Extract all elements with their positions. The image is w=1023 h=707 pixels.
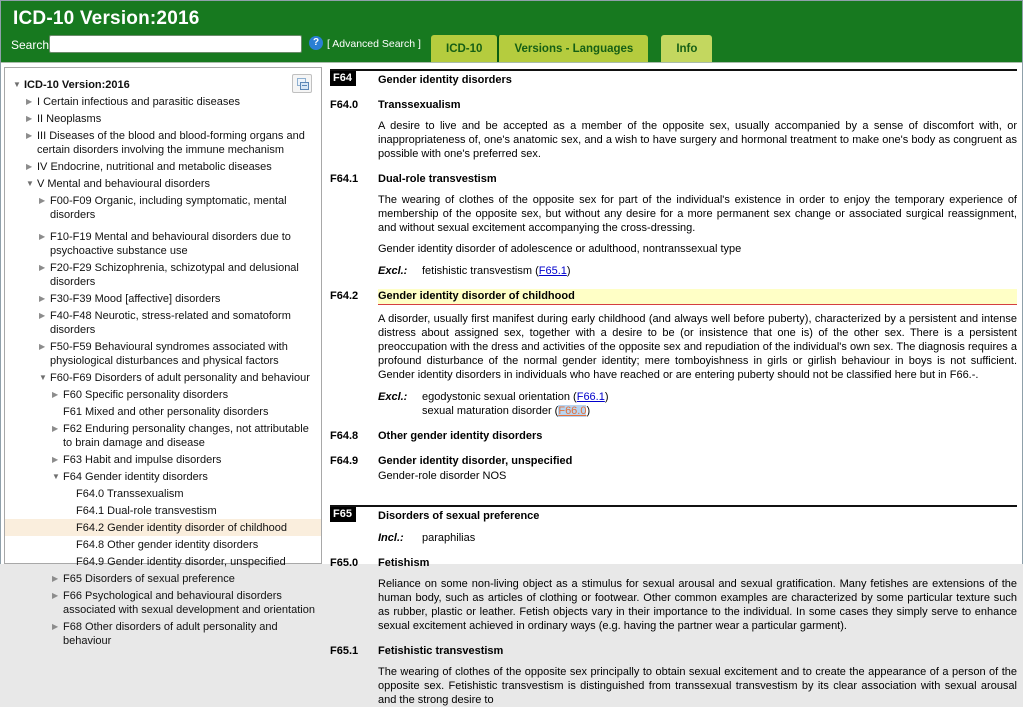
spacer bbox=[330, 523, 368, 545]
chevron-right-icon[interactable]: ▶ bbox=[26, 161, 33, 171]
tree-item[interactable] bbox=[5, 290, 321, 307]
category-incl-body bbox=[368, 523, 1017, 545]
note-label: Incl.: bbox=[378, 532, 404, 544]
tree-item[interactable] bbox=[5, 536, 321, 553]
entry-paragraph: The wearing of clothes of the opposite sex principally to obtain sexual excitement and to create the appearance of a person of the opposite sex. Fetishistic transvestism is distinguished from transsexual transvestism by its clear association with sexual arousal and the strong desire to bbox=[378, 666, 1017, 706]
tree-item-label: F64 Gender identity disorders bbox=[63, 470, 208, 483]
chevron-right-icon[interactable]: ▶ bbox=[39, 195, 46, 205]
entry-block bbox=[330, 98, 1017, 161]
page-title: ICD-10 Version:2016 bbox=[13, 8, 200, 29]
tree-item[interactable] bbox=[5, 228, 321, 259]
tree-item[interactable] bbox=[5, 192, 321, 223]
note-label: Excl.: bbox=[378, 265, 408, 277]
header bbox=[1, 1, 1022, 63]
exclusion-note bbox=[378, 531, 1017, 545]
copy-icon[interactable] bbox=[292, 74, 312, 93]
entry-block bbox=[330, 289, 1017, 418]
entry-paragraph: A desire to live and be accepted as a member of the opposite sex, usually accompanied by a sense of discomfort with, or inappropriateness of, one's anatomic sex, and a wish to have surgery and hormonal treatment to make one's body as congruent as possible with one's preferred sex. bbox=[378, 120, 1017, 160]
chevron-right-icon[interactable]: ▶ bbox=[26, 130, 33, 140]
chevron-down-icon[interactable]: ▼ bbox=[26, 178, 34, 188]
tree-item-label: I Certain infectious and parasitic diseases bbox=[37, 95, 240, 108]
note-suffix: ) bbox=[604, 391, 609, 403]
entry-code: F64.1 bbox=[330, 173, 359, 185]
tree-item-label: F10-F19 Mental and behavioural disorders due to psychoactive substance use bbox=[50, 230, 291, 257]
tree-item-label: F30-F39 Mood [affective] disorders bbox=[50, 292, 221, 305]
search-input[interactable] bbox=[49, 35, 302, 53]
tree-item[interactable] bbox=[5, 127, 321, 158]
entry-title-highlighted: Gender identity disorder of childhood bbox=[378, 289, 1017, 305]
tab-bar bbox=[431, 35, 712, 62]
tree-item[interactable] bbox=[5, 485, 321, 502]
help-icon[interactable]: ? bbox=[309, 36, 323, 50]
entry-code: F64.8 bbox=[330, 430, 359, 442]
note-label: Excl.: bbox=[378, 391, 408, 403]
tree-item-label: F64.0 Transsexualism bbox=[76, 487, 184, 500]
chevron-right-icon[interactable]: ▶ bbox=[39, 231, 46, 241]
entry-title: Transsexualism bbox=[378, 99, 461, 111]
tree-item-label: F64.1 Dual-role transvestism bbox=[76, 504, 217, 517]
tree-item[interactable] bbox=[5, 502, 321, 519]
tree-item[interactable] bbox=[5, 259, 321, 290]
entry-plain-line: Gender-role disorder NOS bbox=[378, 470, 507, 482]
note-label bbox=[378, 404, 422, 418]
tree-item-label: III Diseases of the blood and blood-forming organs and certain disorders involving the immune mechanism bbox=[37, 129, 305, 156]
icd10-tree bbox=[5, 76, 321, 649]
entry-paragraph: Reliance on some non-living object as a stimulus for sexual arousal and sexual gratification. Many fetishes are extensions of the human body, such as articles of clothing or footwear. Other common examples are characterized by some particular texture such as rubber, plastic or leather. Fetish objects vary in their importance to the individual. In some cases they simply serve to enhance sexual excitement achieved in ordinary ways (e.g. having the partner wear a particular garment). bbox=[378, 578, 1017, 632]
content-pane bbox=[330, 67, 1017, 706]
category-code-badge[interactable]: F64 bbox=[330, 71, 356, 86]
note-text: paraphilias bbox=[422, 532, 476, 544]
tree-item[interactable] bbox=[5, 468, 321, 485]
entry-title: Gender identity disorder, unspecified bbox=[378, 455, 573, 467]
entry-title: Other gender identity disorders bbox=[378, 430, 543, 442]
category-title: Disorders of sexual preference bbox=[378, 510, 540, 522]
chevron-right-icon[interactable]: ▶ bbox=[52, 573, 59, 583]
tree-item-label: F64.9 Gender identity disorder, unspecified bbox=[76, 555, 286, 568]
tree-item[interactable] bbox=[5, 338, 321, 369]
category-code bbox=[330, 507, 368, 523]
entry-body bbox=[368, 429, 1017, 443]
note-text: sexual maturation disorder ( bbox=[422, 405, 559, 417]
chevron-down-icon[interactable]: ▼ bbox=[13, 79, 21, 89]
chevron-down-icon[interactable]: ▼ bbox=[52, 471, 60, 481]
category-code-badge[interactable]: F65 bbox=[330, 507, 356, 522]
note-text: fetishistic transvestism ( bbox=[422, 265, 539, 277]
entry-paragraph: Gender identity disorder of adolescence or adulthood, nontranssexual type bbox=[378, 243, 742, 255]
note-suffix: ) bbox=[586, 405, 591, 417]
entry-block bbox=[330, 644, 1017, 707]
tree-item-label: F40-F48 Neurotic, stress-related and somatoform disorders bbox=[50, 309, 291, 336]
tree-item[interactable] bbox=[5, 519, 321, 536]
chevron-right-icon[interactable]: ▶ bbox=[52, 621, 59, 631]
entry-block bbox=[330, 172, 1017, 278]
category-code bbox=[330, 71, 368, 87]
tree-item[interactable] bbox=[5, 403, 321, 420]
category-title: Gender identity disorders bbox=[378, 74, 512, 86]
entry-code: F64.9 bbox=[330, 455, 359, 467]
tree-item-label: II Neoplasms bbox=[37, 112, 102, 125]
entry-body bbox=[368, 98, 1017, 161]
category-block bbox=[330, 69, 1017, 87]
tree-item[interactable] bbox=[5, 553, 321, 570]
entry-code: F65.1 bbox=[330, 645, 359, 657]
chevron-right-icon[interactable]: ▶ bbox=[52, 389, 59, 399]
tree-item-label: F62 Enduring personality changes, not attributable to brain damage and disease bbox=[63, 422, 309, 449]
chevron-right-icon[interactable]: ▶ bbox=[39, 341, 46, 351]
exclusion-note bbox=[378, 390, 1017, 418]
tree-item[interactable] bbox=[5, 386, 321, 403]
code-link-F66.0[interactable]: F66.0 bbox=[558, 405, 587, 417]
entry-code: F64.0 bbox=[330, 99, 359, 111]
tree-item-label: F20-F29 Schizophrenia, schizotypal and delusional disorders bbox=[50, 261, 299, 288]
sidebar-tree-pane bbox=[4, 67, 322, 647]
entry-body bbox=[368, 172, 1017, 278]
tab-versions-languages[interactable]: Versions - Languages bbox=[497, 35, 648, 62]
tab-info[interactable]: Info bbox=[661, 35, 712, 62]
category-incl-row bbox=[330, 523, 1017, 545]
entry-block bbox=[330, 429, 1017, 443]
tree-item-label: F60-F69 Disorders of adult personality and behaviour bbox=[50, 371, 310, 384]
tree-item[interactable] bbox=[5, 158, 321, 175]
tree-item-label: V Mental and behavioural disorders bbox=[37, 177, 211, 190]
chevron-right-icon[interactable]: ▶ bbox=[52, 454, 59, 464]
entry-body bbox=[368, 644, 1017, 707]
tree-item[interactable] bbox=[5, 93, 321, 110]
code-link-F66.1[interactable]: F66.1 bbox=[576, 391, 605, 403]
entry-title: Fetishistic transvestism bbox=[378, 645, 504, 657]
chevron-right-icon[interactable]: ▶ bbox=[52, 423, 59, 433]
search-label: Search bbox=[11, 38, 50, 52]
tree-item-label: ICD-10 Version:2016 bbox=[24, 78, 130, 91]
chevron-right-icon[interactable]: ▶ bbox=[39, 262, 46, 272]
note-line bbox=[422, 264, 1017, 278]
chevron-right-icon[interactable]: ▶ bbox=[26, 96, 33, 106]
tree-item-label: F65 Disorders of sexual preference bbox=[63, 572, 235, 585]
main-area bbox=[1, 63, 1022, 706]
chevron-right-icon[interactable]: ▶ bbox=[52, 590, 59, 600]
note-suffix: ) bbox=[566, 265, 571, 277]
note-text: egodystonic sexual orientation ( bbox=[422, 391, 577, 403]
tree-item-label: F68 Other disorders of adult personality and behaviour bbox=[63, 620, 278, 647]
tree-item-label: F64.8 Other gender identity disorders bbox=[76, 538, 259, 551]
tree-item[interactable] bbox=[5, 110, 321, 127]
advanced-search-link[interactable]: [ Advanced Search ] bbox=[327, 38, 421, 50]
entry-block bbox=[330, 556, 1017, 633]
tree-item[interactable] bbox=[5, 307, 321, 338]
chevron-right-icon[interactable]: ▶ bbox=[39, 310, 46, 320]
tree-item-label: F60 Specific personality disorders bbox=[63, 388, 229, 401]
entry-title: Dual-role transvestism bbox=[378, 173, 497, 185]
tree-item[interactable] bbox=[5, 175, 321, 192]
tree-item-label: F00-F09 Organic, including symptomatic, mental disorders bbox=[50, 194, 287, 221]
category-block bbox=[330, 505, 1017, 545]
category-row bbox=[330, 71, 1017, 87]
entry-paragraph: The wearing of clothes of the opposite sex for part of the individual's existence in order to enjoy the temporary experience of membership of the opposite sex, but without any desire for a more permanent sex change or associated surgical reassignment, and without sexual excitement accompanying the cross-dressing. bbox=[378, 194, 1017, 234]
note-line bbox=[422, 404, 1017, 418]
tree-item[interactable] bbox=[5, 420, 321, 451]
entry-block bbox=[330, 454, 1017, 483]
tree-item-label: F63 Habit and impulse disorders bbox=[63, 453, 222, 466]
entry-body bbox=[368, 454, 1017, 483]
entry-code: F65.0 bbox=[330, 557, 359, 569]
chevron-down-icon[interactable]: ▼ bbox=[39, 372, 47, 382]
entry-body bbox=[368, 556, 1017, 633]
tree-item[interactable] bbox=[5, 451, 321, 468]
tree-item[interactable] bbox=[5, 369, 321, 386]
tree-item-label: F61 Mixed and other personality disorders bbox=[63, 405, 269, 418]
tab-icd10[interactable]: ICD-10 bbox=[431, 35, 497, 62]
code-link-F65.1[interactable]: F65.1 bbox=[538, 265, 567, 277]
chevron-right-icon[interactable]: ▶ bbox=[26, 113, 33, 123]
tree-item-label: F50-F59 Behavioural syndromes associated with physiological disturbances and physical factors bbox=[50, 340, 288, 367]
entry-title: Fetishism bbox=[378, 557, 430, 569]
tree-item[interactable] bbox=[5, 570, 321, 587]
tree-item[interactable] bbox=[5, 76, 321, 93]
category-row bbox=[330, 507, 1017, 523]
tree-item-label: IV Endocrine, nutritional and metabolic diseases bbox=[37, 160, 272, 173]
tree-item[interactable] bbox=[5, 618, 321, 649]
tree-item-label: F66 Psychological and behavioural disorders associated with sexual development and orientation bbox=[63, 589, 315, 616]
entry-body bbox=[368, 289, 1017, 418]
chevron-right-icon[interactable]: ▶ bbox=[39, 293, 46, 303]
note-line bbox=[422, 531, 1017, 545]
entry-code: F64.2 bbox=[330, 290, 359, 302]
note-line bbox=[422, 390, 1017, 404]
exclusion-note bbox=[378, 264, 1017, 278]
entry-paragraph: A disorder, usually first manifest during early childhood (and always well before puberty), characterized by a persistent and intense distress about assigned sex, together with a desire to be (or insistence that one is) of the other sex. There is a persistent preoccupation with the dress and activities of the opposite sex and repudiation of the individual's own sex. The diagnosis requires a profound disturbance of the normal gender identity; mere tomboyishness in girls or girlish behaviour in boys is not sufficient. Gender identity disorders in individuals who have reached or are entering puberty should not be classified here but in F66.-. bbox=[378, 313, 1017, 381]
tree-item-label: F64.2 Gender identity disorder of childhood bbox=[76, 521, 287, 534]
tree-item[interactable] bbox=[5, 587, 321, 618]
